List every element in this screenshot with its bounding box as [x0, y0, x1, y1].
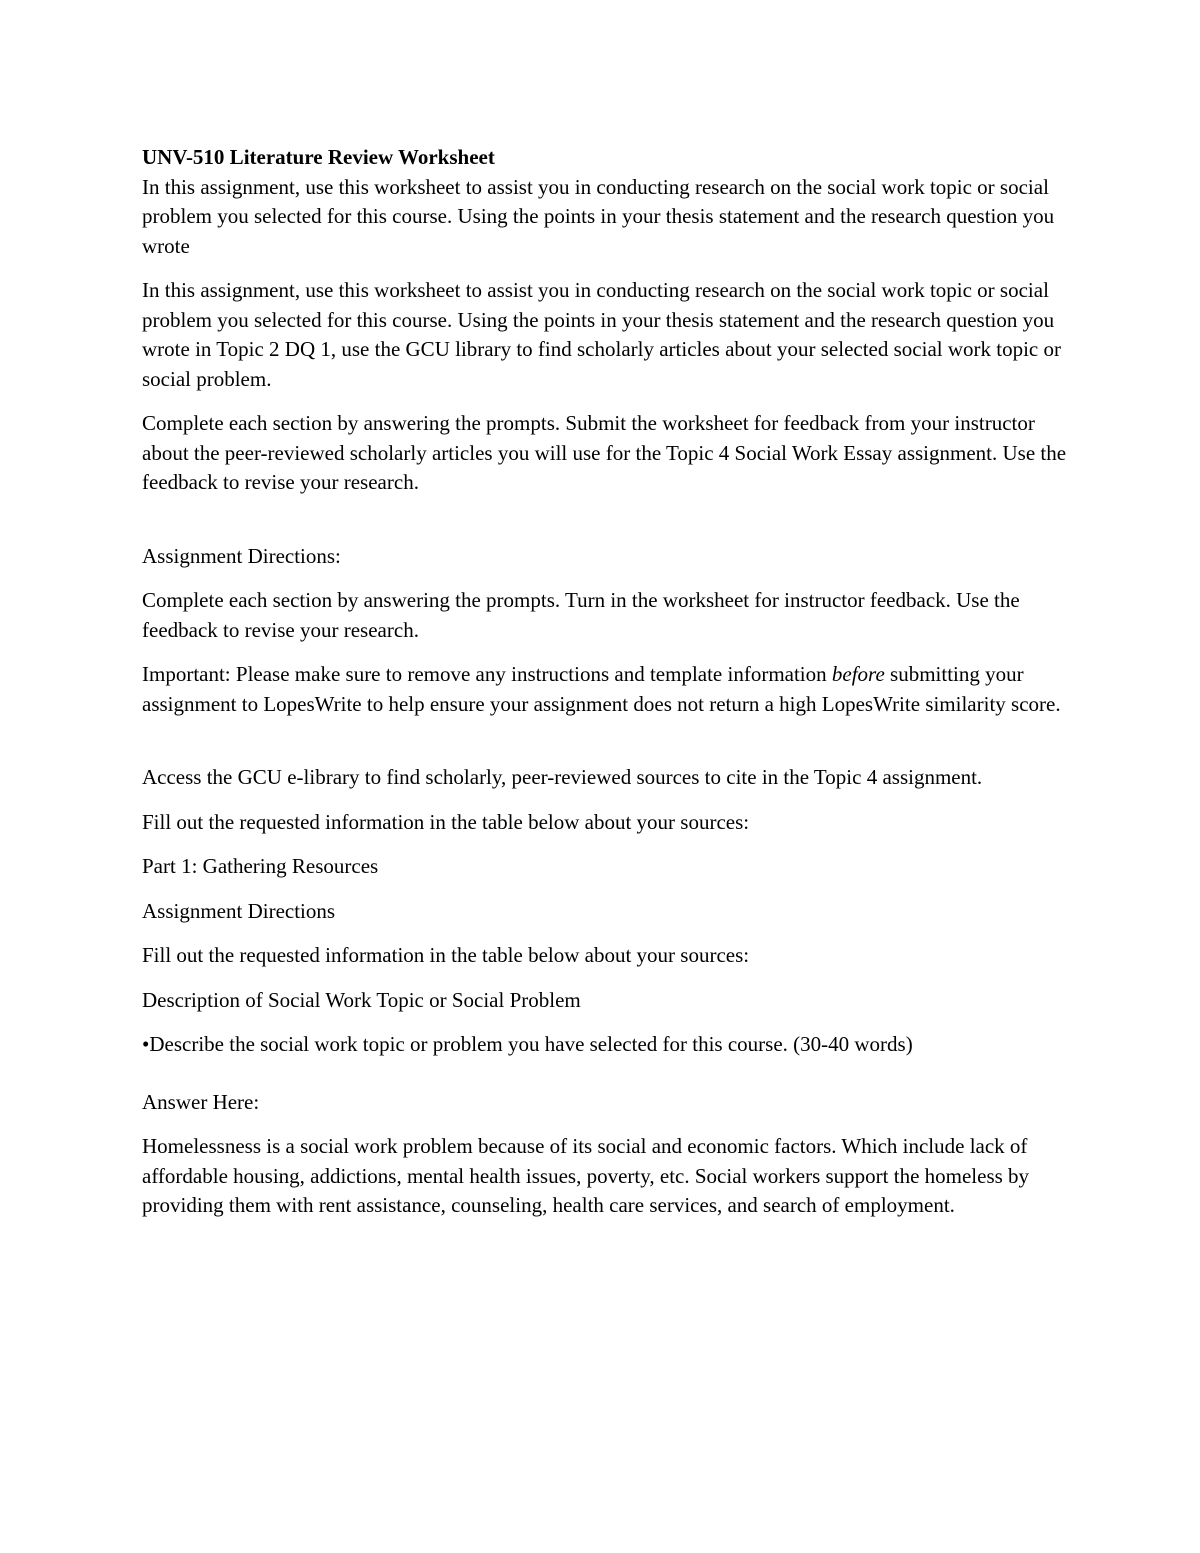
- important-note: [142, 660, 1072, 719]
- fill-out-instruction-1: Fill out the requested information in the table below about your sources:: [142, 809, 750, 834]
- answer-label: Answer Here:: [142, 1089, 260, 1114]
- access-paragraph: Access the GCU e-library to find scholarly, peer-reviewed sources to cite in the Topic 4 assignment.: [142, 765, 983, 789]
- description-heading: Description of Social Work Topic or Social Problem: [142, 987, 581, 1012]
- directions-heading-2: Assignment Directions: [142, 898, 336, 923]
- fill-out-instruction-2: Fill out the requested information in the table below about your sources:: [142, 943, 750, 967]
- important-suffix: submitting your assignment to LopesWrite to help ensure your assignment does not return a high LopesWrite similarity score.: [142, 662, 1061, 716]
- answer-text: Homelessness is a social work problem because of its social and economic factors. Which include lack of affordable housing, addictions, mental health issues, poverty, etc. Social workers support the homeless by providing them with rent assistance, counseling, health care services, and search of employment.: [142, 1134, 1030, 1217]
- intro-paragraph-3: Complete each section by answering the prompts. Submit the worksheet for feedback from your instructor about the peer-reviewed scholarly articles you will use for the Topic 4 Social Work Essay assignment. Use the feedback to revise your research.: [142, 411, 1067, 494]
- directions-paragraph: Complete each section by answering the prompts. Turn in the worksheet for instructor feedback. Use the feedback to revise your research.: [142, 588, 1020, 642]
- document-body: [142, 143, 1072, 1236]
- directions-heading: Assignment Directions:: [142, 543, 341, 568]
- describe-prompt: •Describe the social work topic or problem you have selected for this course. (30-40 words): [142, 1032, 913, 1056]
- part-1-heading: Part 1: Gathering Resources: [142, 854, 379, 878]
- document-title: UNV-510 Literature Review Worksheet: [142, 145, 495, 169]
- intro-paragraph-2: In this assignment, use this worksheet to assist you in conducting research on the social work topic or social problem you selected for this course. Using the points in your thesis statement and the research question you wrote in Topic 2 DQ 1, use the GCU library to find scholarly articles about your selected social work topic or social problem.: [142, 278, 1061, 391]
- intro-paragraph-1: In this assignment, use this worksheet to assist you in conducting research on the social work topic or social problem you selected for this course. Using the points in your thesis statement and the research question you wrote: [142, 174, 1055, 258]
- intro-block: [142, 143, 1072, 261]
- important-emphasis: before: [831, 662, 885, 686]
- important-prefix: Important: Please make sure to remove any instructions and template information: [142, 662, 832, 686]
